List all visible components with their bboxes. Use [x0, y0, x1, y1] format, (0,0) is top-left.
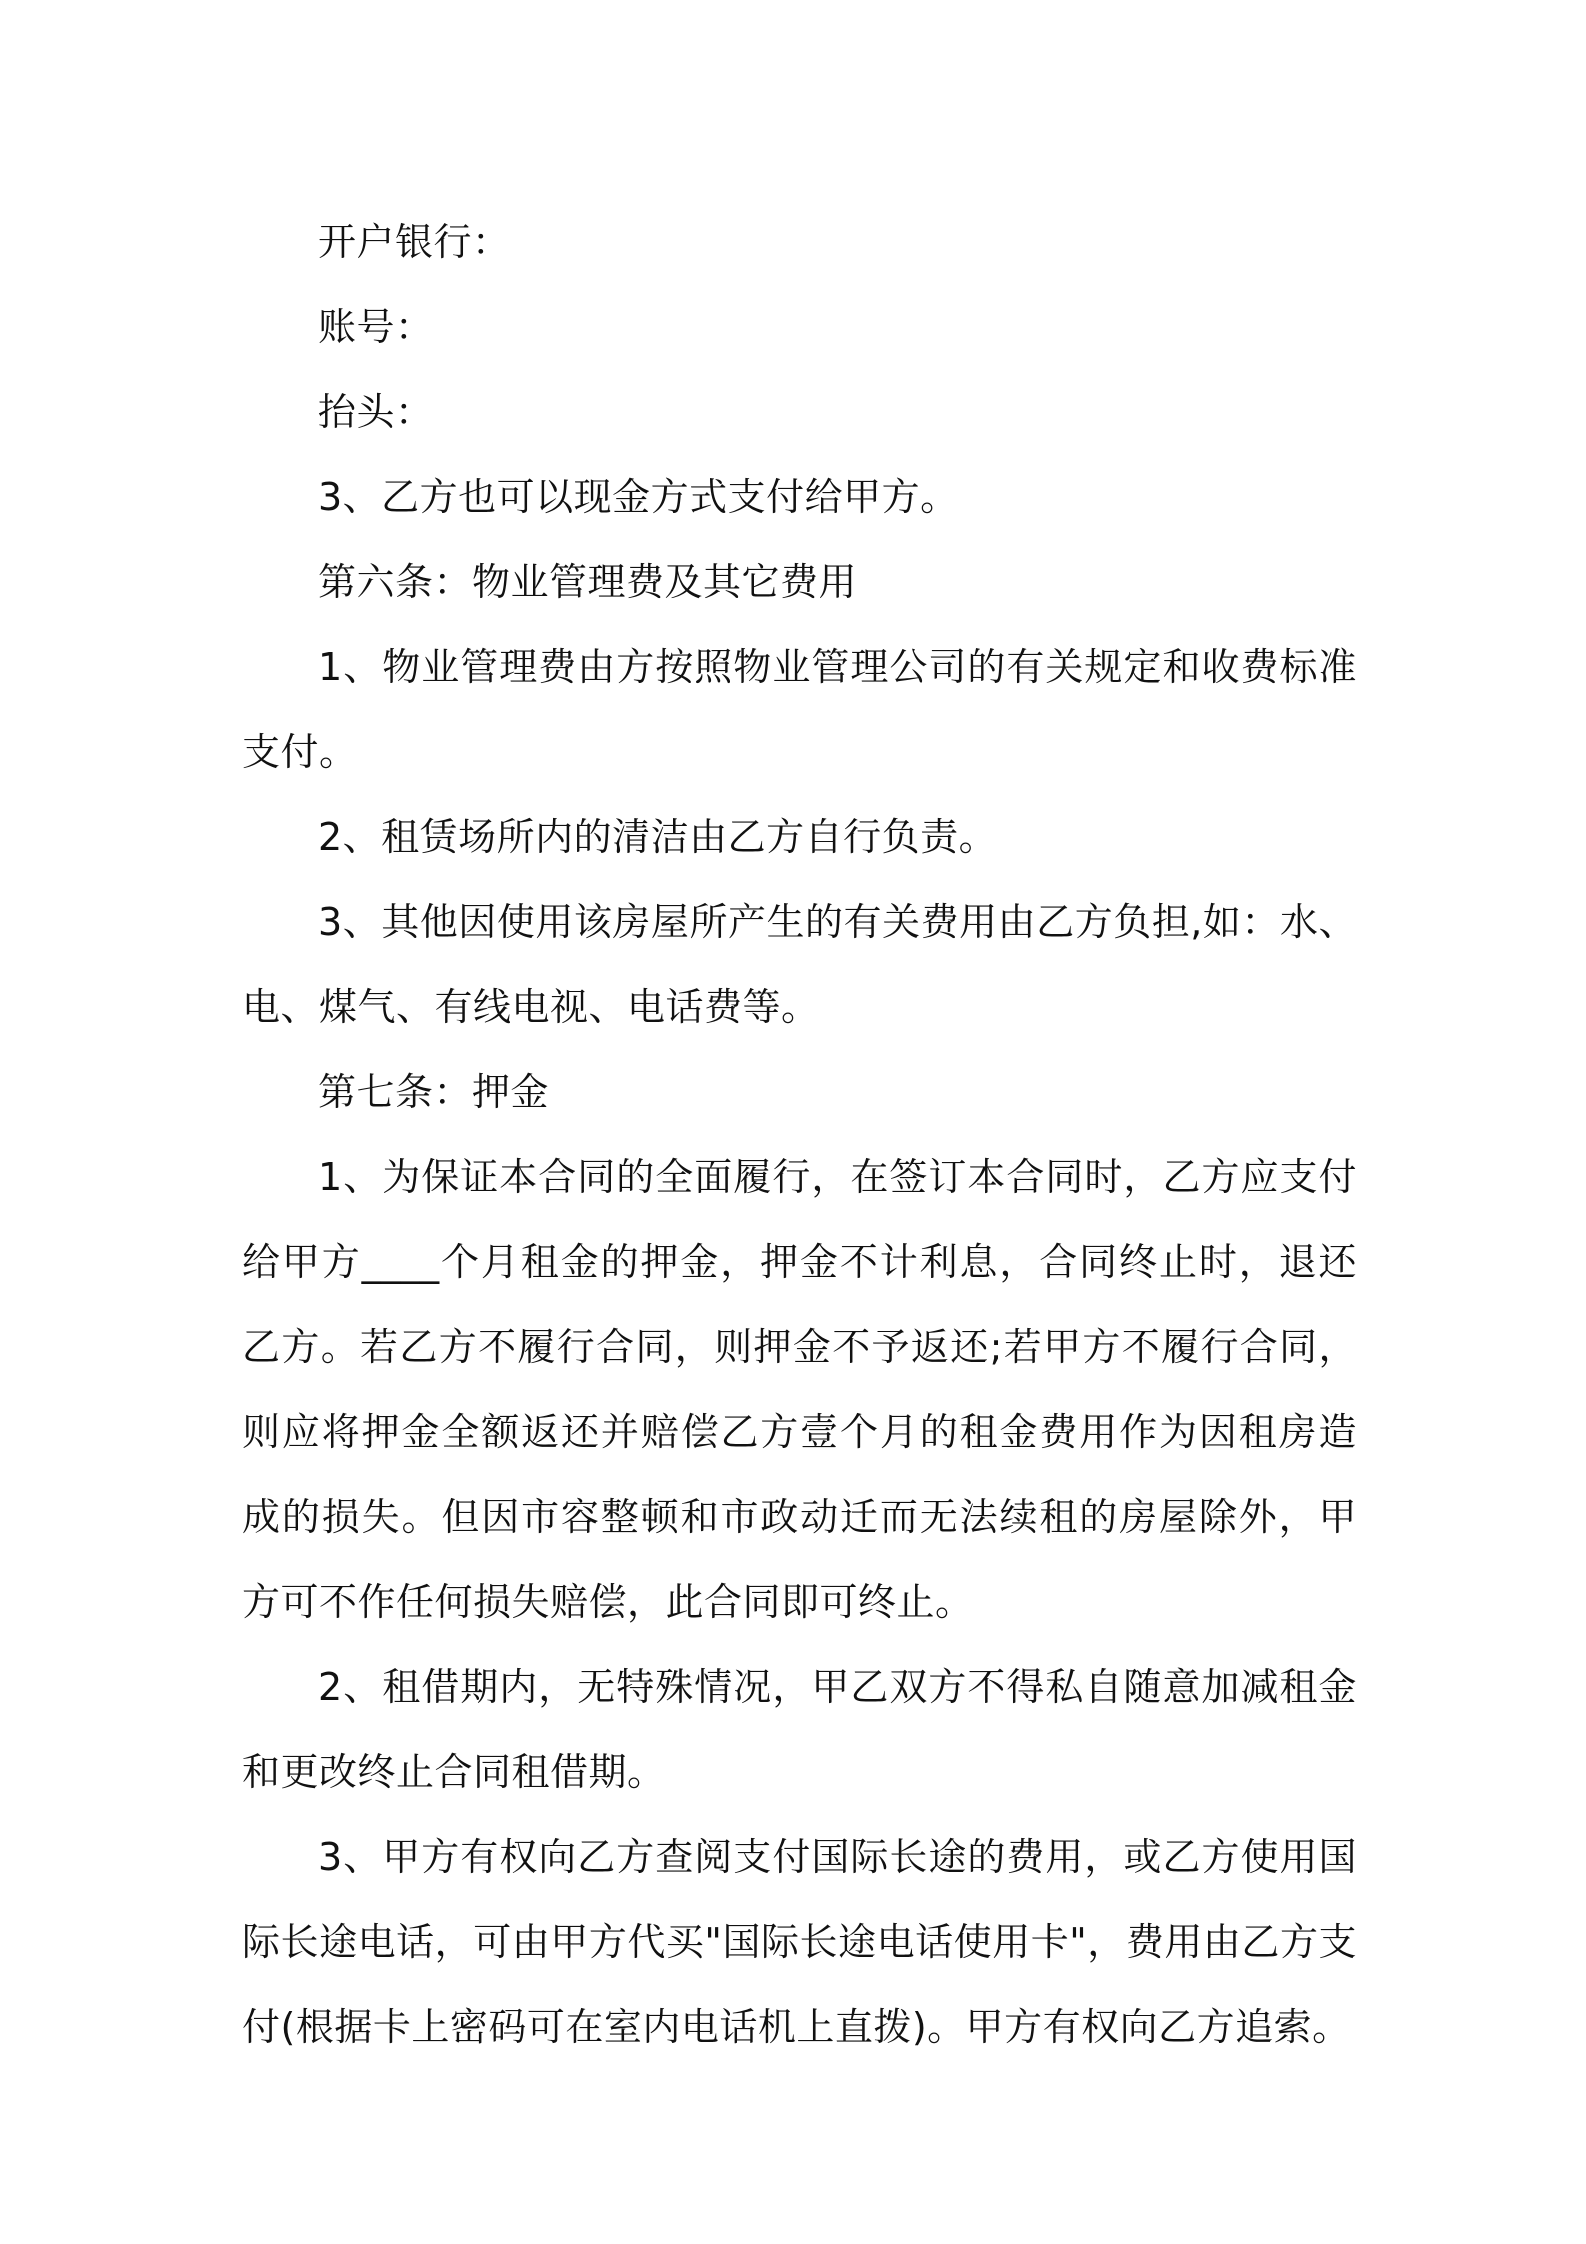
article-6-heading: 第六条：物业管理费及其它费用 [318, 560, 858, 604]
document-body [242, 200, 1357, 2070]
account-line: 账号： [318, 305, 434, 349]
bank-line: 开户银行： [318, 220, 511, 264]
article-7-clause-3: 3、甲方有权向乙方查阅支付国际长途的费用，或乙方使用国际长途电话，可由甲方代买"国际长途电话使用卡"，费用由乙方支付(根据卡上密码可在室内电话机上直拨)。甲方有权向乙方追索。 [242, 1835, 1357, 2049]
article-6-clause-1: 1、物业管理费由方按照物业管理公司的有关规定和收费标准支付。 [242, 645, 1357, 774]
article-7-clause-1: 1、为保证本合同的全面履行，在签订本合同时，乙方应支付给甲方____个月租金的押金，押金不计利息，合同终止时，退还乙方。若乙方不履行合同，则押金不予返还;若甲方不履行合同，则应将押金全额返还并赔偿乙方壹个月的租金费用作为因租房造成的损失。但因市容整顿和市政动迁而无法续租的房屋除外，甲方可不作任何损失赔偿，此合同即可终止。 [242, 1155, 1357, 1624]
payee-line: 抬头： [318, 390, 434, 434]
article-6-clause-3: 3、其他因使用该房屋所产生的有关费用由乙方负担,如：水、电、煤气、有线电视、电话费等。 [242, 900, 1357, 1029]
article-6-clause-2: 2、租赁场所内的清洁由乙方自行负责。 [318, 815, 998, 859]
article-7-clause-2: 2、租借期内，无特殊情况，甲乙双方不得私自随意加减租金和更改终止合同租借期。 [242, 1665, 1357, 1794]
cash-payment-clause: 3、乙方也可以现金方式支付给甲方。 [318, 475, 959, 519]
article-7-heading: 第七条：押金 [318, 1070, 550, 1114]
